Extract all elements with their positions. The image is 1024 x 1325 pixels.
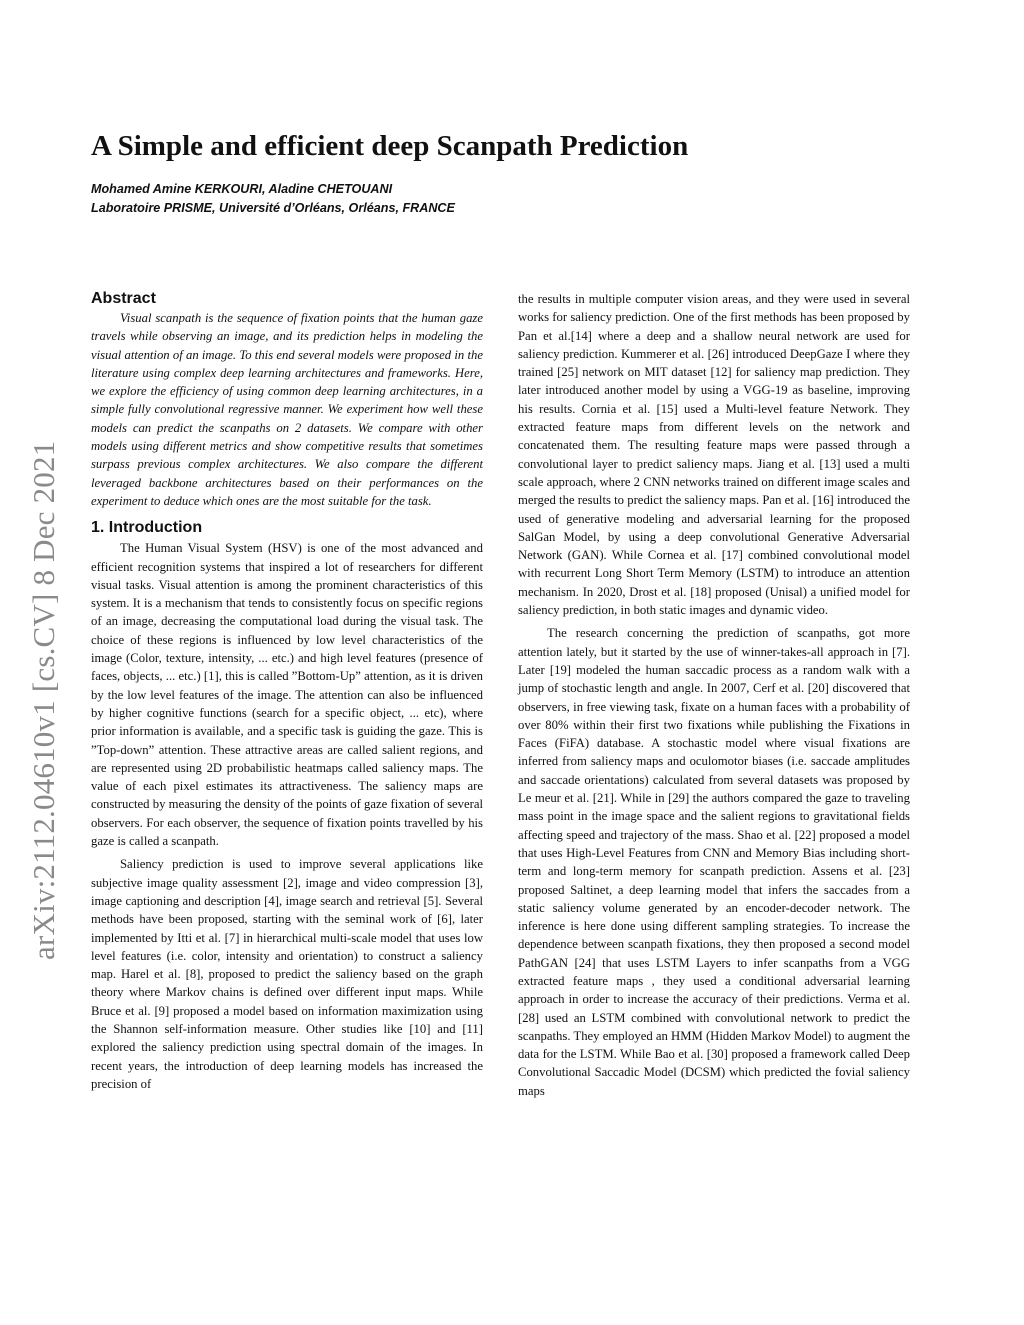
introduction-heading: 1. Introduction — [91, 519, 203, 537]
body-paragraph: The research concerning the prediction of scanpaths, got more attention lately, but it started by the use of winner-takes-all approach in [7]. Later [19] modeled the human saccadic process as a random walk with a jump of stochastic length and angle. In 2007, Cerf et al. [20] discovered that observers, in free viewing task, fixate on a human faces with a probability of over 80% within their first two fixations while publishing the Fixations in Faces (FiFA) database. A stochastic model where visual fixations are inferred from saliency maps and oculomotor biases (i.e. saccade amplitudes and saccade orientations) calculated from several datasets was proposed by Le meur et al. [21]. While in [29] the authors compared the gaze to traveling mass point in the image space and the salient regions to gravitational fields affecting speed and trajectory of the mass. Shao et al. [22] proposed a model that uses High-Level Features from CNN and Memory Bias including short-term and long-term memory for scanpath prediction. Assens et al. [23] proposed Saltinet, a deep learning model that infers the saccades from a static saliency volume generated by an encoder-decoder network. The inference is here done using different sampling strategies. To increase the dependence between scanpath fixations, they then proposed a second model PathGAN [24] that uses LSTM Layers to infer scanpaths from a VGG extracted feature maps , they used a conditional adversarial learning approach in order to increase the accuracy of their predictions. Verma et al. [28] used an LSTM combined with convolutional network to predict the scanpaths. They employed an HMM (Hidden Markov Model) to augment the data for the LSTM. While Bao et al. [30] proposed a framework called Deep Convolutional Saccadic Model (DCSM) which predicted the fovial saliency maps — [518, 626, 910, 1098]
right-column — [518, 290, 910, 1100]
author-affiliation: Laboratoire PRISME, Université d’Orléans, Orléans, FRANCE — [91, 201, 455, 215]
arxiv-identifier: arXiv:2112.04610v1 [cs.CV] 8 Dec 2021 — [26, 440, 61, 960]
left-column — [91, 288, 483, 1093]
intro-paragraph: Saliency prediction is used to improve several applications like subjective image quality assessment [2], image and video compression [3], image captioning and description [4], image search and retrieval [5]. Several methods have been proposed, starting with the seminal work of [6], later implemented by Itti et al. [7] in hierarchical multi-scale model that uses low level features (i.e. color, intensity and orientation) to construct a saliency map. Harel et al. [8], proposed to predict the saliency based on the graph theory where Markov chains is defined over different input maps. While Bruce et al. [9] proposed a model based on information maximization using the Shannon self-information measure. Other studies like [10] and [11] explored the saliency prediction using spectral domain of the images. In recent years, the introduction of deep learning models has increased the precision of — [91, 857, 483, 1091]
abstract-heading: Abstract — [91, 290, 156, 307]
body-paragraph: the results in multiple computer vision areas, and they were used in several works for saliency prediction. One of the first methods has been proposed by Pan et al.[14] where a deep and a shallow neural network are used for saliency prediction. Kummerer et al. [26] introduced DeepGaze I where they trained [25] network on MIT dataset [12] for saliency map prediction. They later introduced another model by using a VGG-19 as baseline, improving his results. Cornia et al. [15] used a Multi-level feature Network. They extracted feature maps from different levels on the network and concatenated them. The resulting feature maps were passed through a convolutional layer to predict saliency maps. Jiang et al. [13] used a multi scale approach, where 2 CNN networks trained on different image scales and merged the results to predict the saliency maps. Pan et al. [16] introduced the used of generative modeling and adversarial learning for the proposed SalGan Model, by using a deep convolutional Generative Adversarial Network (GAN). While Cornea et al. [17] combined convolutional model with recurrent Long Short Term Memory (LSTM) to introduce an attention mechanism. In 2020, Drost et al. [18] proposed (Unisal) a unified model for saliency prediction, in both static images and dynamic video. — [518, 292, 910, 618]
abstract-text: Visual scanpath is the sequence of fixation points that the human gaze travels while observing an image, and its prediction helps in modeling the visual attention of an image. To this end several models were proposed in the literature using complex deep learning architectures and frameworks. Here, we explore the efficiency of using common deep learning architectures, in a simple fully convolutional regressive manner. We experiment how well these models can predict the scanpaths on 2 datasets. We compare with other models using different metrics and show competitive results that sometimes surpass previous complex architectures. We also compare the different leveraged backbone architectures based on their performances on the experiment to deduce which ones are the most suitable for the task. — [91, 311, 483, 508]
author-list: Mohamed Amine KERKOURI, Aladine CHETOUANI — [91, 182, 393, 196]
intro-paragraph: The Human Visual System (HSV) is one of the most advanced and efficient recognition systems that inspired a lot of researchers for different visual tasks. Visual attention is among the prominent characteristics of this system. It is a mechanism that tends to consistently focus on specific regions of an image, decreasing the computational load during the visual task. The choice of these regions is influenced by low level characteristics of the image (Color, texture, intensity, ... etc.) and high level features (presence of faces, objects, ... etc.) [1], this is called ”Bottom-Up” attention, as it is driven by the low level features of the image. The attention can also be influenced by higher cognitive functions (search for a specific object, ... etc), where prior information is available, and a specific task is guiding the gaze. This is ”Top-down” attention. These attractive areas are called salient regions, and are represented using 2D probabilistic heatmaps called saliency maps. The value of each pixel estimates its attractiveness. The saliency maps are constructed by measuring the density of the points of gaze fixation of several observers. For each observer, the sequence of fixation points travelled by his gaze is called a scanpath. — [91, 541, 483, 849]
paper-title: A Simple and efficient deep Scanpath Prediction — [91, 130, 689, 162]
